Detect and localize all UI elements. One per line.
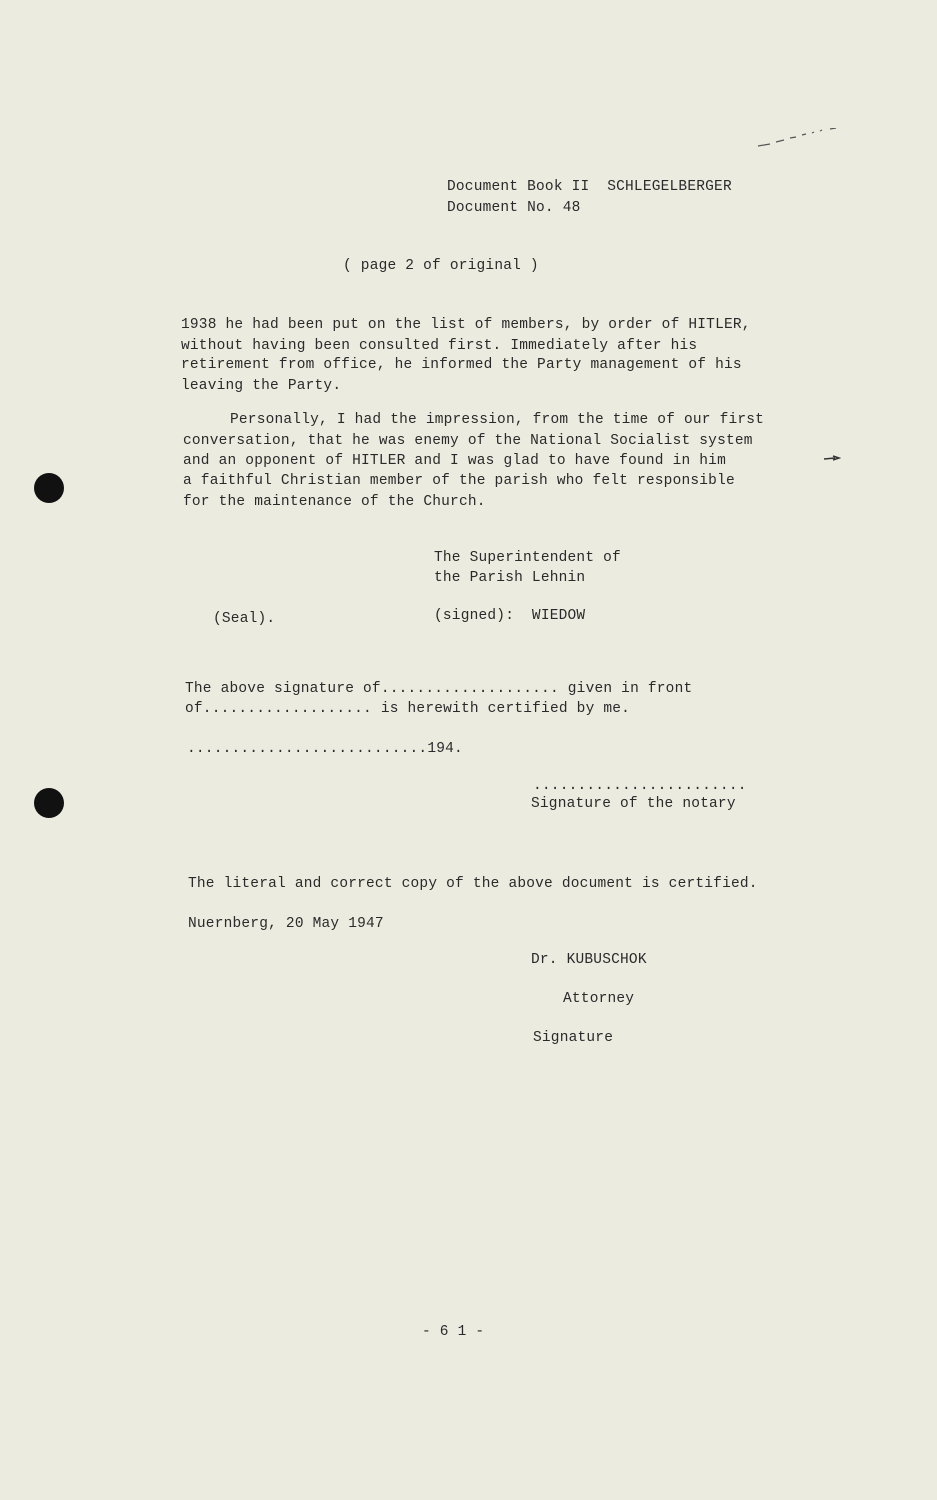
certification-date-line: ...........................194.	[187, 741, 463, 757]
seal-label: (Seal).	[213, 611, 276, 627]
paragraph2-line5: for the maintenance of the Church.	[183, 494, 486, 510]
paragraph2-line4: a faithful Christian member of the parish who felt responsible	[183, 473, 735, 489]
paragraph1-line4: leaving the Party.	[181, 378, 342, 394]
page-reference: ( page 2 of original )	[343, 258, 539, 274]
paragraph2-line3: and an opponent of HITLER and I was glad to have found in him	[183, 453, 726, 469]
paragraph1-line3: retirement from office, he informed the Party management of his	[181, 357, 742, 373]
document-number-line: Document No. 48	[447, 200, 581, 216]
signatory-title-line2: the Parish Lehnin	[434, 570, 586, 586]
attorney-title: Attorney	[563, 991, 635, 1007]
notary-signature-label: Signature of the notary	[531, 796, 736, 812]
paragraph1-line1: 1938 he had been put on the list of members, by order of HITLER,	[181, 317, 751, 333]
punch-hole-upper	[34, 473, 64, 503]
certification-line2: of................... is herewith certified by me.	[185, 701, 631, 717]
attorney-signature-label: Signature	[533, 1030, 614, 1046]
attorney-name: Dr. KUBUSCHOK	[531, 952, 647, 968]
signed-line: (signed): WIEDOW	[434, 608, 586, 624]
stray-arrow-mark	[823, 454, 841, 462]
place-and-date: Nuernberg, 20 May 1947	[188, 916, 384, 932]
document-book-line: Document Book II SCHLEGELBERGER	[447, 179, 732, 195]
paragraph1-line2: without having been consulted first. Immediately after his	[181, 338, 698, 354]
paragraph2-line1: Personally, I had the impression, from the time of our first	[230, 412, 765, 428]
paragraph2-line2: conversation, that he was enemy of the National Socialist system	[183, 433, 753, 449]
copy-certification-statement: The literal and correct copy of the above document is certified.	[188, 876, 758, 892]
page-number: - 6 1 -	[422, 1324, 485, 1340]
signatory-title-line1: The Superintendent of	[434, 550, 621, 566]
punch-hole-lower	[34, 788, 64, 818]
notary-signature-dots: ........................	[533, 778, 747, 794]
certification-line1: The above signature of.................... given in front	[185, 681, 693, 697]
stray-dash-mark	[756, 128, 838, 148]
